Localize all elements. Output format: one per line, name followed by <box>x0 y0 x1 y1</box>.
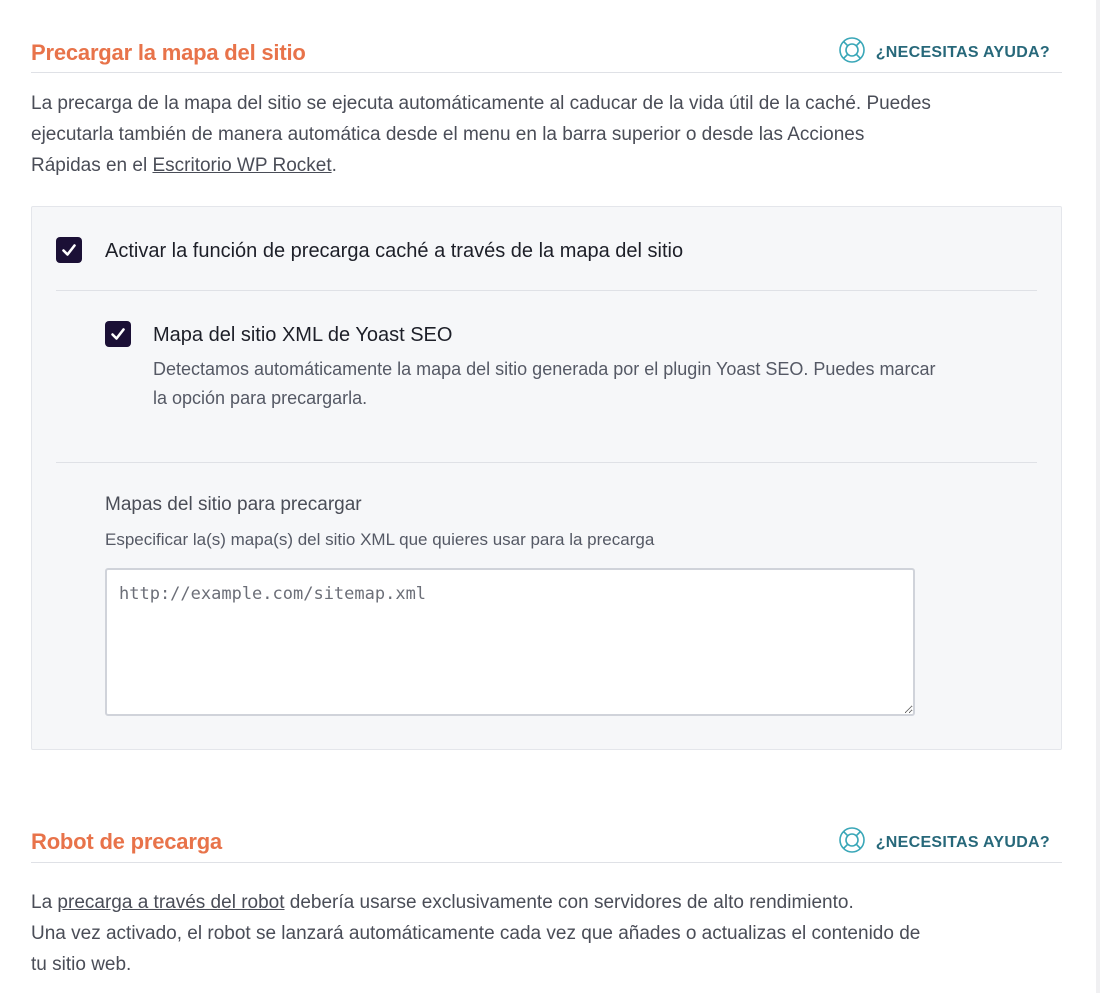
lifebuoy-icon <box>838 36 866 69</box>
activate-sitemap-preload-checkbox[interactable] <box>56 237 82 263</box>
robot-preload-link[interactable]: precarga a través del robot <box>57 892 285 913</box>
intro-line: La <box>31 892 58 913</box>
robot-help-link[interactable] <box>838 826 1050 859</box>
help-link-label: ¿NECESITAS AYUDA? <box>875 833 1050 851</box>
activate-sitemap-preload-label[interactable]: Activar la función de precarga caché a través de la mapa del sitio <box>105 240 684 262</box>
robot-intro <box>31 887 1071 980</box>
wp-rocket-dashboard-link[interactable]: Escritorio WP Rocket <box>152 155 332 176</box>
robot-section-header <box>31 822 1062 863</box>
yoast-sitemap-label[interactable]: Mapa del sitio XML de Yoast SEO <box>153 324 453 346</box>
intro-line: . <box>331 155 337 176</box>
robot-section-title: Robot de precarga <box>31 829 222 854</box>
intro-line: debería usarse exclusivamente con servidores de alto rendimiento. <box>284 892 854 913</box>
sitemaps-field-label: Mapas del sitio para precargar <box>105 494 362 515</box>
description-line: la opción para precargarla. <box>153 388 368 408</box>
help-link-label: ¿NECESITAS AYUDA? <box>875 43 1050 61</box>
sitemap-section-header <box>31 32 1062 73</box>
intro-line: tu sitio web. <box>31 954 132 975</box>
intro-line: ejecutarla también de manera automática desde el menu en la barra superior o desde las Acciones <box>31 124 865 145</box>
intro-line: Rápidas en el <box>31 155 153 176</box>
divider <box>56 462 1037 463</box>
sitemap-options-panel <box>31 206 1062 750</box>
description-line: Detectamos automáticamente la mapa del sitio generada por el plugin Yoast SEO. Puedes marcar <box>153 359 936 379</box>
sitemap-help-link[interactable] <box>838 36 1050 69</box>
divider <box>56 290 1037 291</box>
checkmark-icon <box>60 241 78 259</box>
sitemaps-textarea[interactable] <box>105 568 915 716</box>
yoast-sitemap-description <box>153 355 1043 413</box>
page-scrollbar[interactable] <box>1096 0 1100 993</box>
lifebuoy-icon <box>838 826 866 859</box>
sitemap-intro <box>31 88 1071 181</box>
sitemaps-field-help: Especificar la(s) mapa(s) del sitio XML que quieres usar para la precarga <box>105 530 655 549</box>
checkmark-icon <box>109 325 127 343</box>
intro-line: Una vez activado, el robot se lanzará automáticamente cada vez que añades o actualizas el contenido de <box>31 923 921 944</box>
yoast-sitemap-checkbox[interactable] <box>105 321 131 347</box>
sitemap-section-title: Precargar la mapa del sitio <box>31 40 306 65</box>
intro-line: La precarga de la mapa del sitio se ejecuta automáticamente al caducar de la vida útil de la caché. Puedes <box>31 93 931 114</box>
